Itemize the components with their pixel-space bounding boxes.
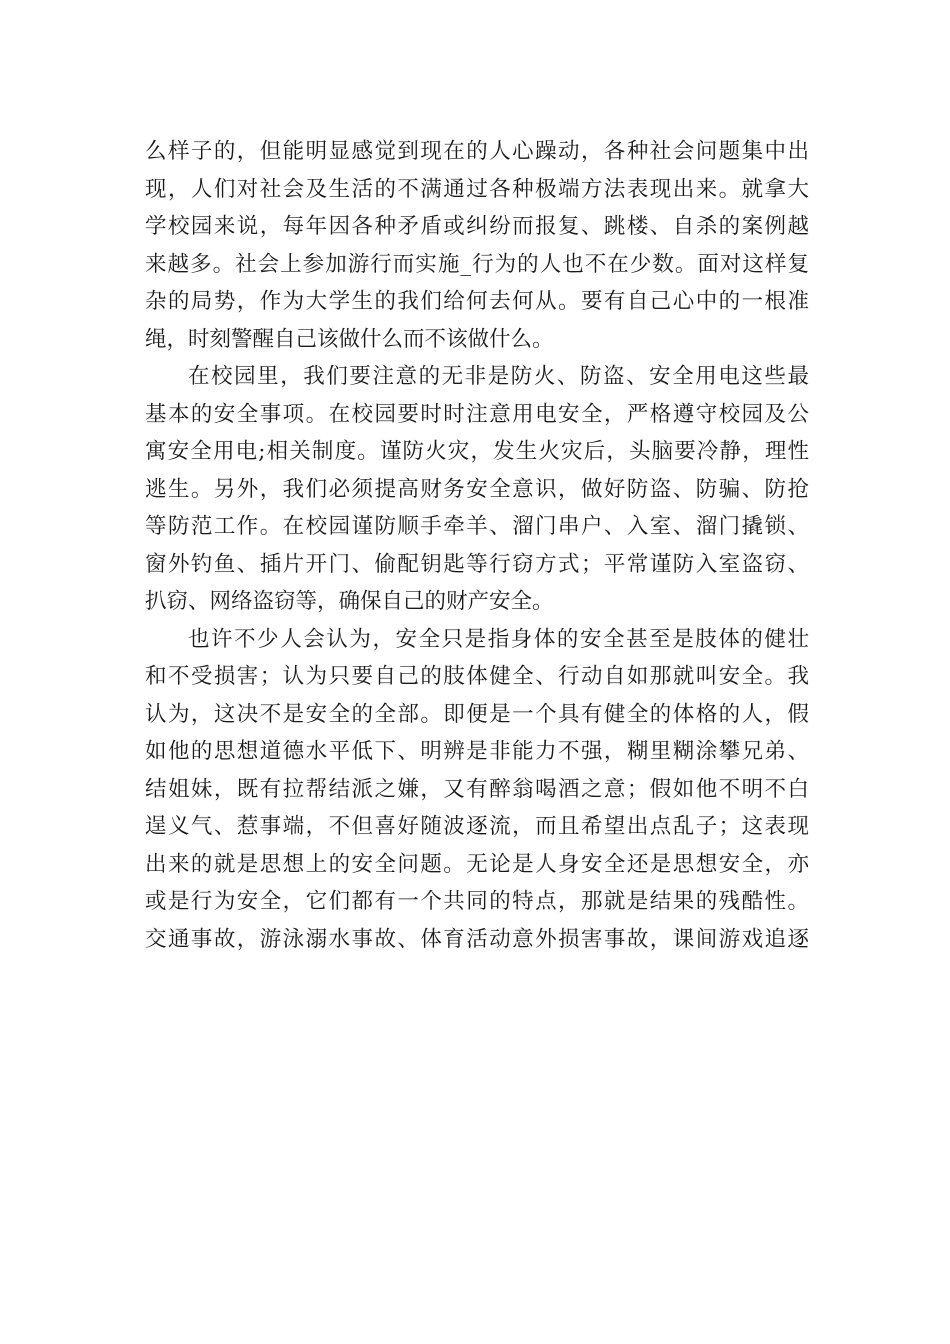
paragraph-3 [145,621,809,959]
text-line: 杂的局势，作为大学生的我们给何去何从。要有自己心中的一根准 [145,289,809,314]
text-line: 等防范工作。在校园谨防顺手牵羊、溜门串户、入室、溜门撬锁、 [145,514,809,539]
text-line: 么样子的，但能明显感觉到现在的人心躁动，各种社会问题集中出 [145,139,809,164]
text-line: 寓安全用电;相关制度。谨防火灾，发生火灾后，头脑要冷静，理性 [145,439,809,464]
text-line: 结姐妹，既有拉帮结派之嫌，又有醉翁喝酒之意；假如他不明不白 [145,776,809,802]
text-line: 如他的思想道德水平低下、明辨是非能力不强，糊里糊涂攀兄弟、 [145,739,809,764]
text-line: 交通事故，游泳溺水事故、体育活动意外损害事故，课间游戏追逐 [145,926,809,952]
text-line: 认为，这决不是安全的全部。即便是一个具有健全的体格的人，假 [145,701,809,727]
text-line: 窗外钓鱼、插片开门、偷配钥匙等行窃方式；平常谨防入室盗窃、 [145,551,809,577]
text-line: 逃生。另外，我们必须提高财务安全意识，做好防盗、防骗、防抢 [145,476,809,502]
paragraph-1 [145,133,809,358]
paragraph-2 [145,358,809,621]
text-line: 出来的就是思想上的安全问题。无论是人身安全还是思想安全，亦 [145,851,809,877]
text-line: 绳，时刻警醒自己该做什么而不该做什么。 [145,326,554,352]
text-line: 逞义气、惹事端，不但喜好随波逐流，而且希望出点乱子；这表现 [145,814,809,839]
text-line: 来越多。社会上参加游行而实施_行为的人也不在少数。面对这样复 [145,251,809,277]
text-line: 或是行为安全，它们都有一个共同的特点，那就是结果的残酷性。 [145,889,809,914]
text-line: 也许不少人会认为，安全只是指身体的安全甚至是肢体的健壮 [188,626,809,652]
text-line: 扒窃、网络盗窃等，确保自己的财产安全。 [145,589,554,614]
text-line: 学校园来说，每年因各种矛盾或纠纷而报复、跳楼、自杀的案例越 [145,214,809,239]
text-line: 现，人们对社会及生活的不满通过各种极端方法表现出来。就拿大 [145,176,809,202]
text-line: 基本的安全事项。在校园要时时注意用电安全，严格遵守校园及公 [145,401,809,427]
document-body [145,133,809,958]
text-line: 和不受损害；认为只要自己的肢体健全、行动自如那就叫安全。我 [145,664,809,689]
text-line: 在校园里，我们要注意的无非是防火、防盗、安全用电这些最 [188,364,809,389]
